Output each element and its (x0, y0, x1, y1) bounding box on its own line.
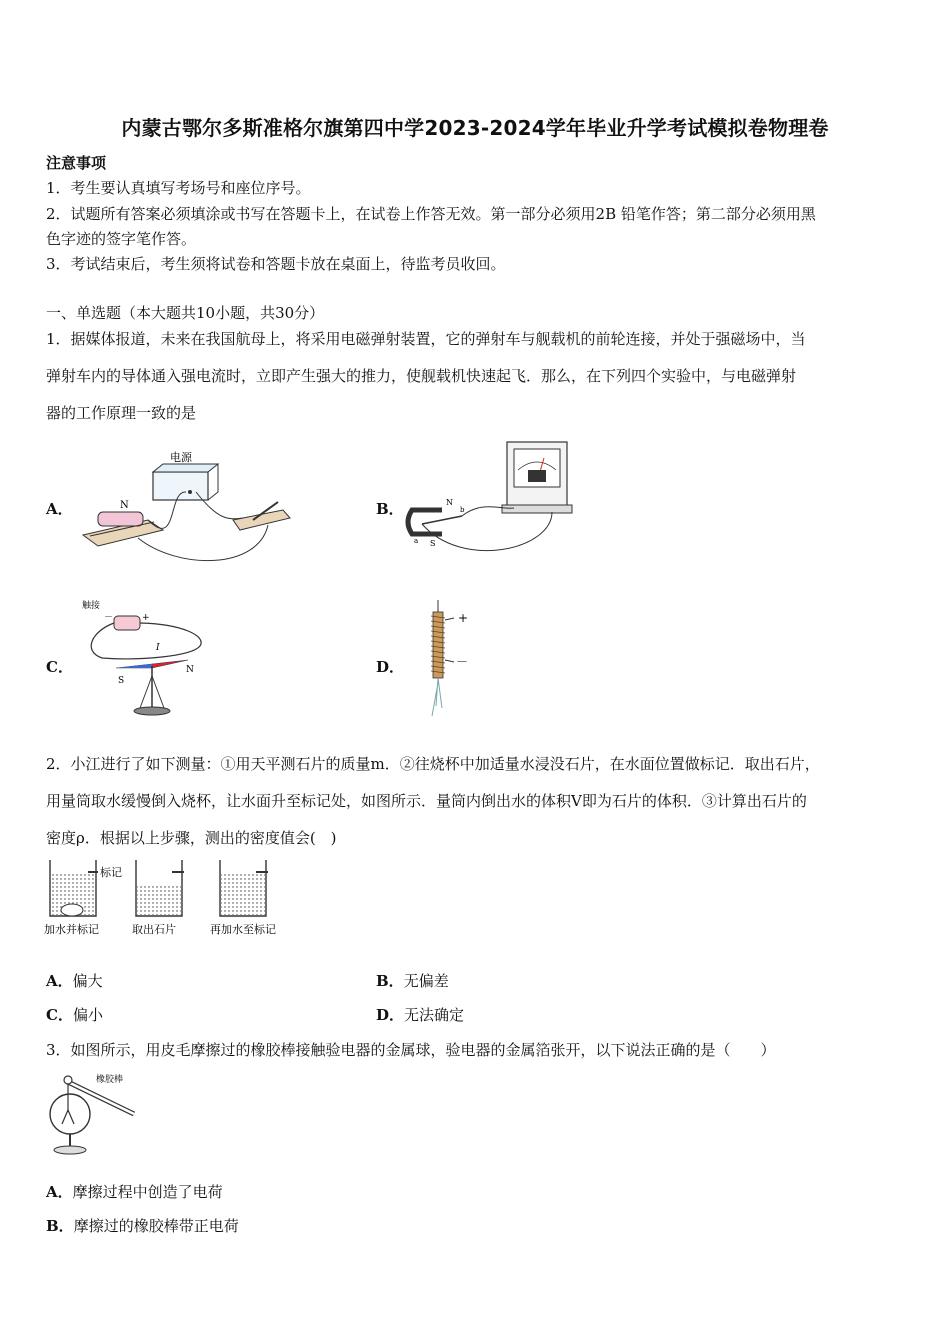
section-heading: 一、单选题（本大题共10小题，共30分） (46, 304, 325, 322)
q1-option-c-label: C． (46, 658, 73, 676)
magnet-north-label: N (120, 500, 129, 511)
q2-option-b: B．无偏差 (376, 972, 449, 990)
magnet (98, 512, 143, 526)
b-a-label: a (414, 537, 419, 545)
q2-stem-line1: 2．小江进行了如下测量：①用天平测石片的质量m．②往烧杯中加适量水浸没石片，在水面位置做标记．取出石片， (46, 755, 820, 773)
q2-option-d: D．无法确定 (376, 1006, 465, 1024)
q2-stem-line3: 密度ρ．根据以上步骤，测出的密度值会( ) (46, 829, 337, 847)
notice-2: 2．试题所有答案必须填涂或书写在答题卡上，在试卷上作答无效。第一部分必须用2B 铅笔作答；第二部分必须用黑 (46, 205, 816, 223)
mark-label: 标记 (100, 866, 122, 879)
plus-label: + (142, 613, 150, 623)
q1-figure-b (402, 440, 582, 555)
power-label: 电源 (170, 451, 192, 464)
q3-option-a: A．摩擦过程中创造了电荷 (46, 1183, 223, 1201)
notice-heading: 注意事项 (46, 154, 107, 172)
q1-stem-line3: 器的工作原理一致的是 (46, 404, 197, 422)
q2-stem-line2: 用量筒取水缓慢倒入烧杯，让水面升至标记处，如图所示．量筒内倒出水的体积V即为石片的体积．③计算出石片的 (46, 792, 807, 810)
touch-label: 触接 (82, 601, 101, 611)
notice-3: 3．考试结束后，考生须将试卷和答题卡放在桌面上，待监考员收回。 (46, 255, 506, 273)
caption-3: 再加水至标记 (210, 923, 276, 936)
c-north-label: N (186, 665, 194, 675)
notice-2-cont: 色字迹的签字笔作答。 (46, 230, 197, 248)
q1-figure-a (78, 450, 298, 570)
page-title: 内蒙古鄂尔多斯准格尔旗第四中学2023-2024学年毕业升学考试模拟卷物理卷 (121, 116, 829, 140)
b-south-label: S (430, 539, 436, 548)
minus-label: － (104, 613, 114, 623)
q1-figure-d (418, 598, 478, 723)
rod-label: 橡胶棒 (96, 1075, 124, 1085)
q3-figure-electroscope (44, 1070, 144, 1158)
current-label: I (156, 643, 160, 653)
power-supply-box (153, 472, 208, 500)
q1-option-b-label: B． (376, 500, 404, 518)
metal-ball (64, 1076, 72, 1084)
q1-stem-line1: 1．据媒体报道，未来在我国航母上，将采用电磁弹射装置，它的弹射车与舰载机的前轮连接，并处于强磁场中，当 (46, 330, 806, 348)
q1-option-a-label: A． (46, 500, 73, 518)
q1-option-d-label: D． (376, 658, 405, 676)
conductor-ab (422, 516, 462, 524)
d-plus-label: + (458, 611, 469, 625)
q1-figure-c (82, 596, 222, 721)
q3-stem: 3．如图所示，用皮毛摩擦过的橡胶棒接触验电器的金属球，验电器的金属箔张开，以下说法正确的是（ ） (46, 1041, 776, 1059)
stone (61, 904, 83, 916)
c-south-label: S (118, 676, 125, 686)
battery (114, 616, 140, 630)
q2-figure (44, 854, 304, 940)
caption-1: 加水并标记 (44, 923, 99, 936)
notice-1: 1．考生要认真填写考场号和座位序号。 (46, 179, 311, 197)
b-north-label: N (446, 498, 453, 507)
q3-option-b: B．摩擦过的橡胶棒带正电荷 (46, 1217, 239, 1235)
q2-option-c: C．偏小 (46, 1006, 103, 1024)
d-minus-label: － (456, 655, 469, 669)
caption-2: 取出石片 (132, 923, 176, 936)
q2-option-a: A．偏大 (46, 972, 103, 990)
wire-loop (91, 623, 201, 659)
q1-stem-line2: 弹射车内的导体通入强电流时，立即产生强大的推力，使舰载机快速起飞．那么，在下列四个实验中，与电磁弹射 (46, 367, 797, 385)
u-magnet (408, 510, 442, 534)
pins (432, 678, 442, 716)
b-b-label: b (460, 506, 465, 514)
